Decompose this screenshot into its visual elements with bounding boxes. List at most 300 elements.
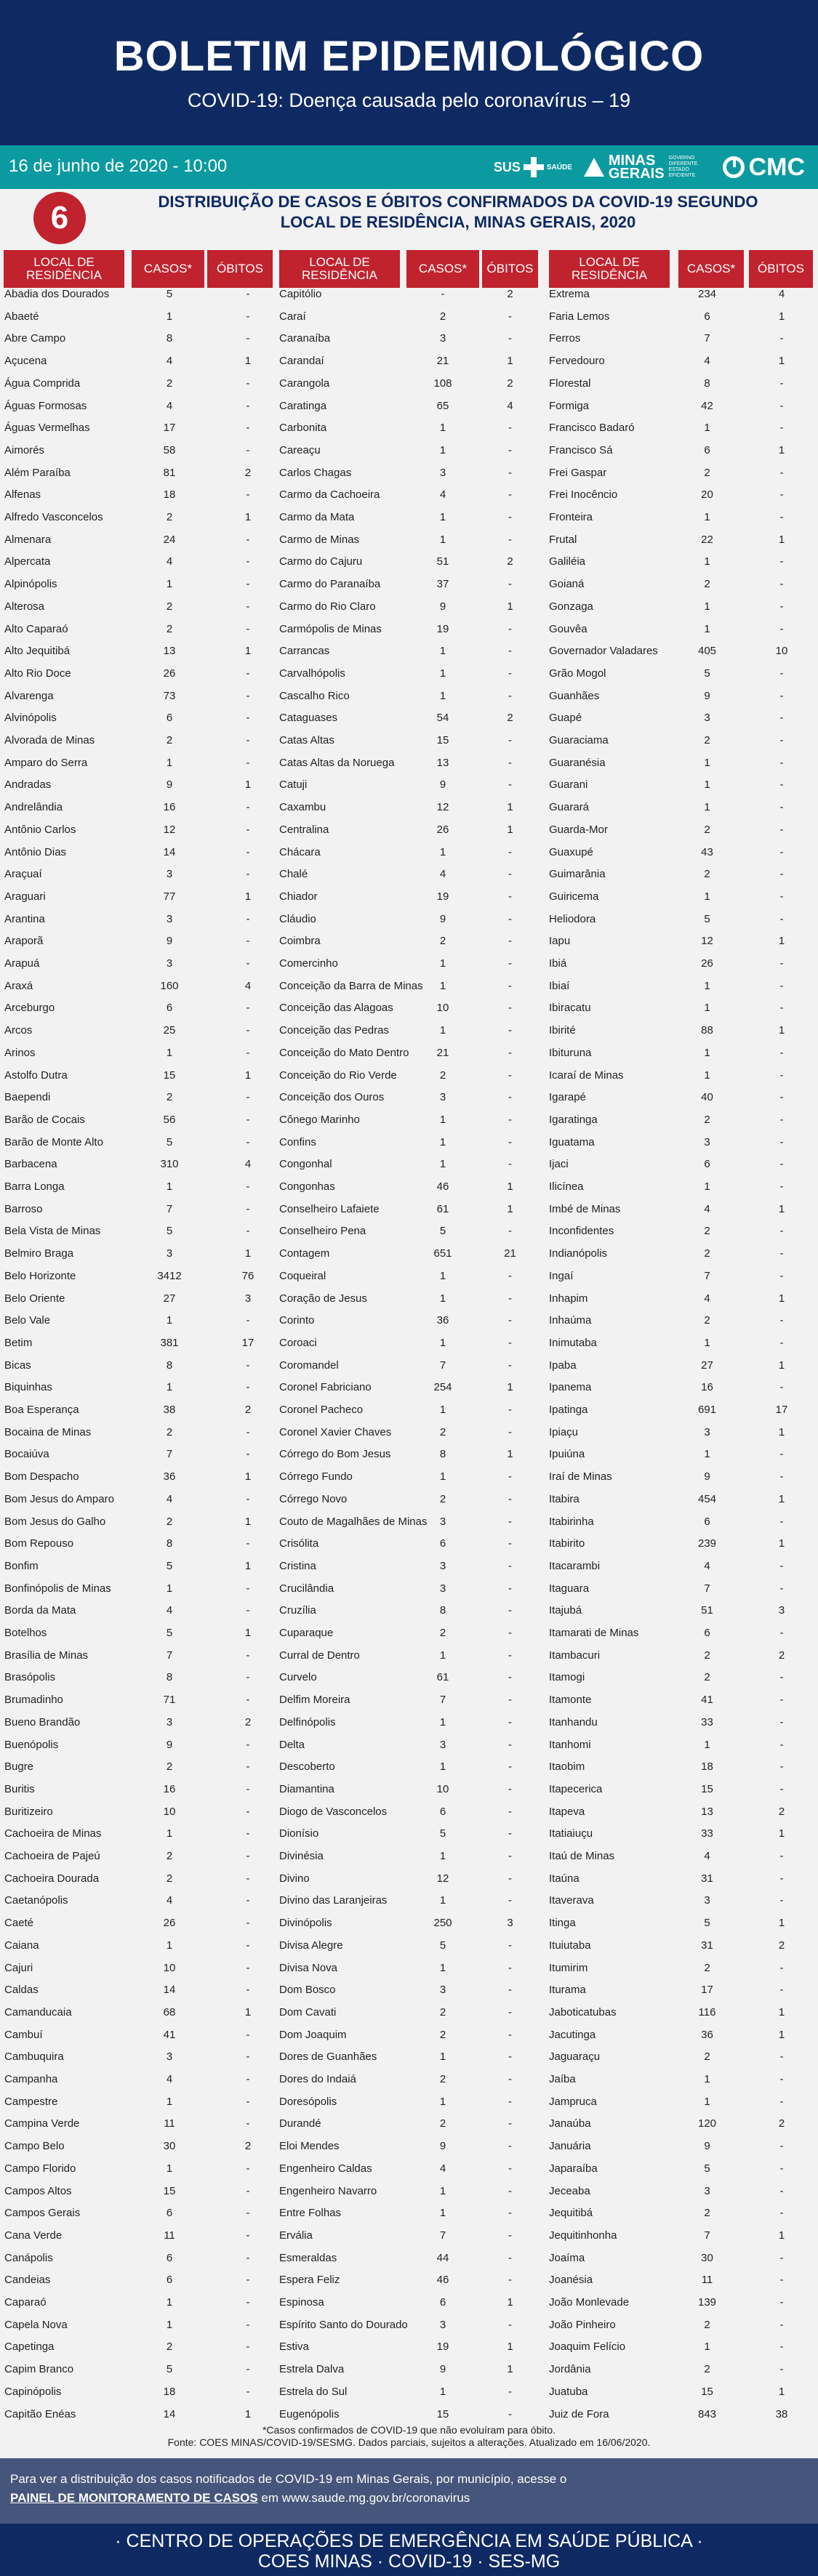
deaths-count: -: [779, 2073, 784, 2085]
cases-count: 1: [704, 600, 710, 613]
table-row: [549, 507, 818, 528]
cases-count: 2: [439, 1627, 446, 1639]
deaths-count: -: [246, 1894, 250, 1907]
cases-count: 1: [439, 422, 446, 435]
municipality-name: Grão Mogol: [549, 667, 606, 680]
deaths-count: -: [779, 578, 784, 591]
table-row: [549, 2024, 818, 2046]
municipality-name: Carvalhópolis: [279, 667, 345, 680]
table-row: [279, 440, 541, 462]
cases-count: 1: [439, 1292, 446, 1305]
table-row: [4, 1288, 273, 1310]
municipality-name: João Pinheiro: [549, 2318, 616, 2331]
municipality-name: Capela Nova: [4, 2318, 68, 2331]
deaths-count: -: [508, 1694, 512, 1707]
deaths-count: -: [246, 1359, 250, 1372]
municipality-name: Jordânia: [549, 2363, 591, 2376]
deaths-count: -: [246, 912, 250, 925]
table-row: [279, 1310, 541, 1332]
table-row: [549, 2002, 818, 2024]
cases-count: 1: [439, 1715, 446, 1728]
cases-count: 120: [697, 2117, 717, 2130]
cases-count: 41: [701, 1694, 713, 1707]
cases-count: 1: [439, 1850, 446, 1862]
municipality-name: Belo Vale: [4, 1314, 51, 1327]
cases-count: 1: [704, 2073, 710, 2085]
municipality-name: Bom Jesus do Amparo: [4, 1492, 114, 1505]
table-row: [4, 440, 273, 462]
cases-count: 2: [439, 1492, 446, 1505]
table-row: [549, 1779, 818, 1800]
table-row: [549, 774, 818, 796]
deaths-count: -: [246, 1939, 250, 1952]
municipality-name: Carbonita: [279, 422, 327, 435]
deaths-count: -: [246, 622, 250, 635]
deaths-count: 1: [507, 2296, 513, 2309]
deaths-count: 1: [507, 1448, 513, 1461]
deaths-count: 38: [775, 2407, 788, 2420]
deaths-count: -: [779, 1760, 784, 1774]
deaths-count: -: [508, 2050, 512, 2064]
municipality-name: Capitólio: [279, 288, 322, 300]
deaths-count: -: [508, 2028, 512, 2041]
municipality-name: Campanha: [4, 2073, 58, 2085]
monitoring-panel-link[interactable]: PAINEL DE MONITORAMENTO DE CASOS: [10, 2491, 258, 2505]
municipality-name: Coronel Xavier Chaves: [279, 1425, 392, 1438]
table-row: [279, 997, 541, 1019]
municipality-name: Coqueiral: [279, 1269, 326, 1282]
municipality-name: Galiléia: [549, 555, 586, 568]
cases-count: 8: [166, 1537, 173, 1550]
table-row: [4, 1957, 273, 1979]
deaths-count: -: [246, 377, 250, 390]
bulletin-date: 16 de junho de 2020 - 10:00: [9, 156, 228, 176]
table-row: [549, 2404, 818, 2426]
deaths-count: -: [779, 1627, 784, 1639]
deaths-count: -: [779, 511, 784, 523]
cases-count: 7: [704, 1582, 710, 1595]
cases-count: 1: [704, 422, 710, 435]
municipality-name: Estiva: [279, 2340, 309, 2354]
municipality-name: Guaranésia: [549, 756, 606, 769]
table-row: [549, 1132, 818, 1154]
municipality-name: Águas Vermelhas: [4, 422, 90, 435]
cases-count: 9: [439, 2140, 446, 2153]
deaths-count: -: [246, 1180, 250, 1193]
table-row: [279, 2024, 541, 2046]
deaths-count: -: [246, 1850, 250, 1862]
table-row: [549, 1399, 818, 1421]
municipality-name: Delta: [279, 1738, 305, 1751]
header-local-1: LOCAL DE RESIDÊNCIA: [4, 250, 124, 288]
cases-count: 3: [439, 2318, 446, 2331]
deaths-count: -: [779, 1314, 784, 1327]
municipality-name: Abadia dos Dourados: [4, 288, 110, 300]
table-row: [4, 797, 273, 818]
deaths-count: -: [508, 890, 512, 903]
municipality-name: Estrela do Sul: [279, 2385, 348, 2398]
cases-count: 15: [436, 2407, 449, 2420]
municipality-name: Cataguases: [279, 712, 338, 725]
municipality-name: Coroaci: [279, 1336, 317, 1349]
cases-count: 6: [166, 1002, 173, 1015]
cases-count: 1: [704, 622, 710, 635]
table-row: [4, 1912, 273, 1934]
cases-count: 1: [439, 443, 446, 456]
table-row: [549, 685, 818, 707]
table-row: [4, 752, 273, 774]
power-icon: [723, 156, 745, 178]
table-row: [549, 1176, 818, 1198]
cases-count: 1: [704, 1738, 710, 1751]
deaths-count: -: [779, 667, 784, 680]
table-row: [4, 2225, 273, 2247]
municipality-name: Ipanema: [549, 1381, 592, 1394]
cases-count: 1: [439, 1404, 446, 1416]
table-row: [4, 1466, 273, 1488]
municipality-name: Guiricema: [549, 890, 599, 903]
header-obitos-1: ÓBITOS: [207, 250, 273, 288]
table-row: [4, 2136, 273, 2157]
table-row: [549, 1355, 818, 1377]
deaths-count: -: [779, 1381, 784, 1394]
cases-count: -: [441, 288, 445, 300]
deaths-count: 2: [507, 288, 513, 300]
deaths-count: -: [779, 845, 784, 858]
table-row: [4, 1109, 273, 1131]
deaths-count: -: [508, 1671, 512, 1684]
cases-count: 1: [704, 2095, 710, 2108]
municipality-name: Imbé de Minas: [549, 1202, 621, 1215]
deaths-count: -: [779, 1247, 784, 1260]
table-row: [549, 1823, 818, 1845]
footnote: [0, 2424, 818, 2449]
cases-count: 58: [163, 443, 176, 456]
deaths-count: -: [779, 689, 784, 702]
table-row: [279, 2046, 541, 2068]
deaths-count: -: [246, 1002, 250, 1015]
table-row: [279, 2091, 541, 2113]
municipality-name: Carmópolis de Minas: [279, 622, 382, 635]
table-row: [549, 1890, 818, 1912]
cases-count: 6: [166, 2251, 173, 2264]
municipality-name: Alfredo Vasconcelos: [4, 511, 103, 523]
cases-count: 7: [704, 332, 710, 345]
table-row: [279, 1042, 541, 1064]
municipality-name: Barra Longa: [4, 1180, 65, 1193]
deaths-count: 1: [244, 1559, 252, 1572]
cases-count: 4: [166, 1492, 173, 1505]
table-row: [279, 328, 541, 350]
table-row: [4, 2359, 273, 2380]
deaths-count: -: [779, 1113, 784, 1126]
cases-count: 1: [166, 1314, 173, 1327]
deaths-count: -: [508, 1135, 512, 1148]
municipality-name: Capinópolis: [4, 2385, 62, 2398]
cmc-label: CMC: [748, 153, 805, 181]
deaths-count: -: [779, 1850, 784, 1862]
cases-count: 33: [701, 1827, 713, 1840]
deaths-count: -: [779, 2296, 784, 2309]
municipality-name: Ibituruna: [549, 1046, 592, 1059]
municipality-name: Frei Gaspar: [549, 466, 607, 479]
cases-count: 5: [166, 288, 173, 300]
municipality-name: Jaíba: [549, 2073, 576, 2085]
footer-line2: COES MINAS · COVID-19 · SES-MG: [257, 2551, 561, 2572]
table-row: [549, 886, 818, 908]
municipality-name: Espinosa: [279, 2296, 324, 2309]
table-row: [279, 462, 541, 484]
table-row: [549, 1957, 818, 1979]
municipality-name: Contagem: [279, 1247, 330, 1260]
cases-count: 2: [166, 1425, 173, 1438]
table-row: [279, 2269, 541, 2291]
municipality-name: Campo Florido: [4, 2162, 76, 2175]
table-row: [4, 1042, 273, 1064]
table-row: [279, 1154, 541, 1175]
deaths-count: -: [508, 1559, 512, 1572]
deaths-count: -: [508, 2318, 512, 2331]
cases-count: 19: [436, 2340, 449, 2354]
municipality-name: Descoberto: [279, 1760, 335, 1774]
cases-count: 33: [701, 1715, 713, 1728]
table-row: [549, 395, 818, 417]
municipality-name: Cruzília: [279, 1604, 316, 1617]
table-row: [279, 1935, 541, 1957]
municipality-name: Belmiro Braga: [4, 1247, 74, 1260]
municipality-name: Conselheiro Pena: [279, 1225, 366, 1238]
table-row: [4, 2381, 273, 2403]
cases-count: 16: [163, 801, 176, 814]
deaths-count: -: [779, 2207, 784, 2220]
municipality-name: Guanhães: [549, 689, 600, 702]
deaths-count: -: [779, 801, 784, 814]
municipality-name: Conceição das Pedras: [279, 1024, 389, 1037]
cases-count: 4: [166, 399, 173, 412]
cases-count: 2: [704, 1961, 710, 1974]
deaths-count: 2: [778, 2117, 785, 2130]
cases-count: 9: [439, 2363, 446, 2376]
table-row: [4, 1756, 273, 1778]
municipality-name: Ibirité: [549, 1024, 576, 1037]
deaths-count: -: [779, 2050, 784, 2064]
municipality-name: Cônego Marinho: [279, 1113, 360, 1126]
deaths-count: 1: [507, 355, 513, 368]
table-row: [279, 1087, 541, 1108]
table-row: [279, 1555, 541, 1577]
deaths-count: -: [508, 868, 512, 881]
municipality-name: Itamogi: [549, 1671, 585, 1684]
cases-count: 1: [439, 1135, 446, 1148]
municipality-name: Bugre: [4, 1760, 34, 1774]
cases-count: 14: [163, 2407, 176, 2420]
municipality-name: Januária: [549, 2140, 591, 2153]
table-row: [549, 730, 818, 752]
municipality-name: Cuparaque: [279, 1627, 334, 1639]
deaths-count: -: [246, 2229, 250, 2242]
table-row: [279, 551, 541, 573]
table-row: [4, 2002, 273, 2024]
table-row: [279, 1890, 541, 1912]
cases-count: 5: [704, 1917, 710, 1930]
table-row: [549, 1533, 818, 1555]
cases-count: 454: [697, 1492, 717, 1505]
deaths-count: 1: [507, 2340, 513, 2354]
municipality-name: Água Comprida: [4, 377, 81, 390]
table-row: [279, 1779, 541, 1800]
header-casos-3: CASOS*: [678, 250, 744, 288]
municipality-name: Campina Verde: [4, 2117, 80, 2130]
deaths-count: -: [779, 979, 784, 992]
cases-count: 7: [166, 1448, 173, 1461]
header-local-3: LOCAL DE RESIDÊNCIA: [549, 250, 670, 288]
deaths-count: -: [508, 1627, 512, 1639]
table-row: [279, 1712, 541, 1734]
deaths-count: -: [508, 778, 512, 792]
deaths-count: -: [508, 935, 512, 948]
table-row: [279, 1220, 541, 1242]
municipality-name: Careaçu: [279, 443, 321, 456]
municipality-name: Cajuri: [4, 1961, 33, 1974]
cases-count: 1: [704, 979, 710, 992]
deaths-count: -: [779, 823, 784, 836]
municipality-name: Ilicínea: [549, 1180, 584, 1193]
deaths-count: -: [246, 1582, 250, 1595]
cases-count: 1: [704, 1448, 710, 1461]
municipality-name: Conceição da Barra de Minas: [279, 979, 423, 992]
cases-count: 19: [436, 622, 449, 635]
deaths-count: 1: [507, 600, 513, 613]
cases-count: 30: [163, 2140, 176, 2153]
table-row: [549, 997, 818, 1019]
municipality-name: Itajubá: [549, 1604, 582, 1617]
cases-count: 5: [166, 1627, 173, 1639]
table-row: [279, 864, 541, 885]
cases-count: 3: [166, 912, 173, 925]
table-row: [549, 1868, 818, 1890]
deaths-count: -: [246, 734, 250, 746]
table-row: [4, 1220, 273, 1242]
cases-count: 1: [439, 1649, 446, 1662]
cases-count: 9: [439, 778, 446, 792]
deaths-count: 17: [775, 1404, 788, 1416]
deaths-count: 2: [244, 1404, 252, 1416]
table-row: [549, 1220, 818, 1242]
deaths-count: -: [508, 310, 512, 323]
cases-count: 5: [166, 1559, 173, 1572]
deaths-count: 1: [507, 801, 513, 814]
cases-count: 1: [439, 1269, 446, 1282]
municipality-name: Cana Verde: [4, 2229, 63, 2242]
municipality-name: Araporã: [4, 935, 44, 948]
table-row: [4, 1801, 273, 1823]
cases-count: 2: [704, 823, 710, 836]
municipality-name: Guarará: [549, 801, 590, 814]
deaths-count: -: [246, 1760, 250, 1774]
municipality-name: Estrela Dalva: [279, 2363, 345, 2376]
cases-count: 6: [704, 1515, 710, 1528]
deaths-count: 17: [241, 1336, 254, 1349]
table-row: [549, 797, 818, 818]
deaths-count: -: [779, 1135, 784, 1148]
table-row: [279, 2069, 541, 2090]
deaths-count: 2: [507, 555, 513, 568]
deaths-count: -: [508, 488, 512, 502]
table-row: [549, 1265, 818, 1287]
table-row: [549, 864, 818, 885]
municipality-name: Carmo do Paranaíba: [279, 578, 381, 591]
table-row: [279, 1801, 541, 1823]
table-row: [549, 2113, 818, 2135]
municipality-name: Japaraíba: [549, 2162, 598, 2175]
municipality-name: Bonfinópolis de Minas: [4, 1582, 111, 1595]
municipality-name: Itambacuri: [549, 1649, 601, 1662]
municipality-name: Coromandel: [279, 1359, 339, 1372]
municipality-name: Jacutinga: [549, 2028, 596, 2041]
table-row: [549, 1622, 818, 1644]
table-row: [549, 1199, 818, 1220]
municipality-name: Canápolis: [4, 2251, 53, 2264]
cases-count: 1: [704, 555, 710, 568]
municipality-name: Alto Rio Doce: [4, 667, 71, 680]
deaths-count: 1: [244, 2005, 252, 2018]
table-row: [549, 1756, 818, 1778]
municipality-name: Alvinópolis: [4, 712, 57, 725]
deaths-count: -: [508, 622, 512, 635]
cases-count: 7: [439, 1694, 446, 1707]
cases-count: 8: [704, 377, 710, 390]
deaths-count: -: [779, 2251, 784, 2264]
table-row: [549, 1578, 818, 1600]
table-row: [279, 2292, 541, 2314]
municipality-name: Florestal: [549, 377, 591, 390]
municipality-name: Guaxupé: [549, 845, 593, 858]
municipality-name: Crucilândia: [279, 1582, 334, 1595]
cases-count: 11: [701, 2274, 713, 2287]
table-row: [4, 707, 273, 729]
cases-count: 12: [436, 1872, 449, 1885]
deaths-count: -: [779, 1068, 784, 1082]
cases-count: 46: [436, 1180, 449, 1193]
cases-count: 2: [704, 868, 710, 881]
deaths-count: -: [508, 2005, 512, 2018]
table-row: [549, 1288, 818, 1310]
deaths-count: -: [246, 823, 250, 836]
municipality-name: Capim Branco: [4, 2363, 74, 2376]
cases-count: 77: [163, 890, 176, 903]
cases-count: 4: [166, 355, 173, 368]
municipality-name: Chácara: [279, 845, 321, 858]
deaths-count: -: [508, 1872, 512, 1885]
deaths-count: 2: [244, 1715, 252, 1728]
cases-count: 2: [166, 1091, 173, 1104]
municipality-name: Itaúna: [549, 1872, 580, 1885]
cases-count: 6: [439, 1805, 446, 1818]
table-row: [4, 1890, 273, 1912]
cases-count: 3: [166, 1247, 173, 1260]
deaths-count: -: [779, 1582, 784, 1595]
table-row: [279, 2181, 541, 2202]
deaths-count: -: [246, 1738, 250, 1751]
table-row: [279, 2202, 541, 2224]
deaths-count: -: [246, 2318, 250, 2331]
table-row: [549, 819, 818, 841]
deaths-count: -: [246, 712, 250, 725]
municipality-name: Cristina: [279, 1559, 316, 1572]
cases-count: 7: [166, 1202, 173, 1215]
cases-count: 4: [439, 868, 446, 881]
cases-count: 310: [160, 1158, 179, 1171]
